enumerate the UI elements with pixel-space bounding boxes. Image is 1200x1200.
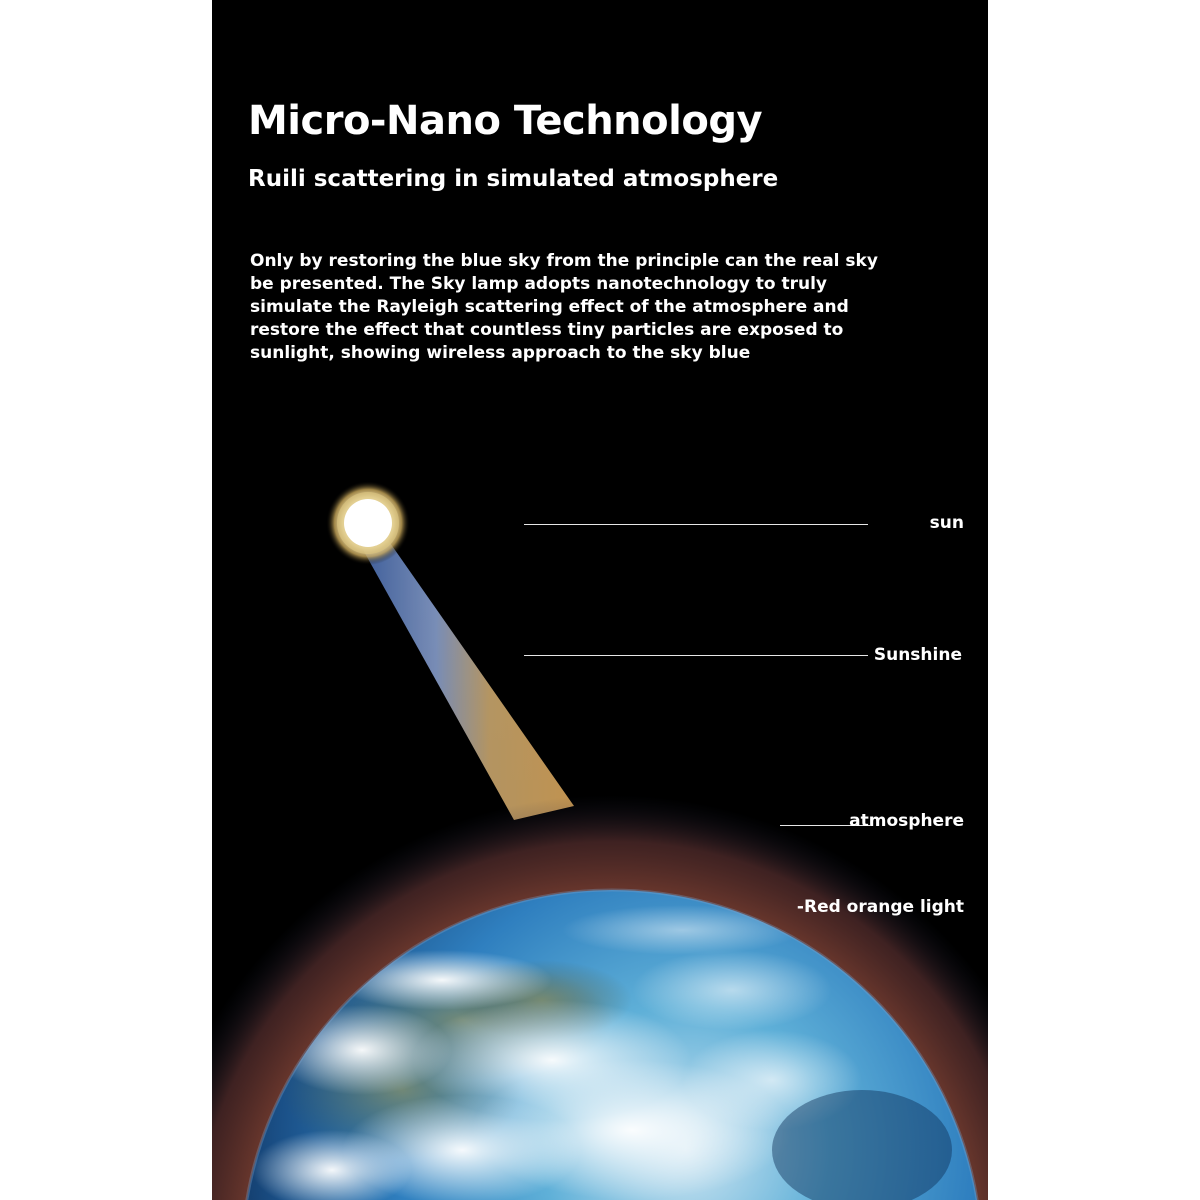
sun-icon — [326, 481, 410, 565]
sunshine-beam — [362, 540, 574, 820]
poster-panel — [212, 0, 988, 1200]
sunshine-label: Sunshine — [873, 645, 962, 665]
sun-leader-line — [524, 524, 868, 525]
sun-label: sun — [929, 513, 964, 533]
page-subtitle: Ruili scattering in simulated atmosphere — [248, 166, 779, 192]
description-paragraph: Only by restoring the blue sky from the principle can the real sky be presented. The Sky lamp adopts nanotechnology to truly simulate the Rayleigh scattering effect of the atmosphere and restore the effect that countless tiny particles are exposed to sunlight, showing wireless approach to the sky blue — [250, 251, 878, 363]
page-title: Micro-Nano Technology — [248, 98, 763, 144]
atmosphere-label: atmosphere — [849, 811, 964, 831]
red-orange-light-label: -Red orange light — [796, 897, 964, 917]
sunshine-leader-line — [524, 655, 868, 656]
